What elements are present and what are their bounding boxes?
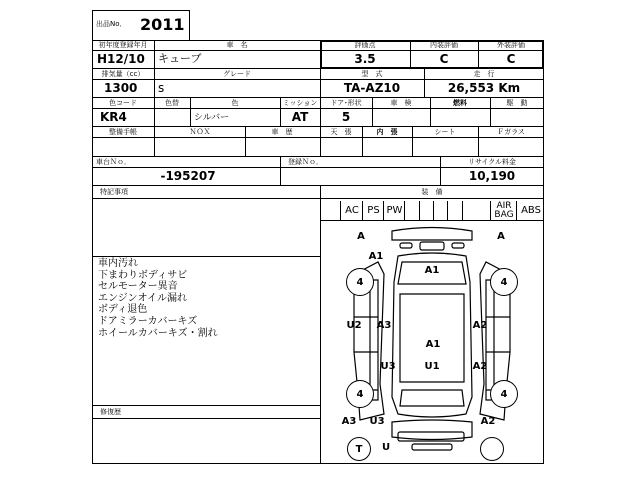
remark-item: 下まわりボディサビ bbox=[98, 269, 188, 281]
color-code-value: KR4 bbox=[100, 110, 127, 124]
equipment-ac bbox=[340, 201, 363, 220]
rule-v bbox=[280, 156, 281, 185]
tire-rear-right-value: 4 bbox=[500, 388, 508, 400]
equipment-abs bbox=[516, 201, 545, 220]
rear-right-circle bbox=[480, 437, 504, 461]
remarks-header: 特記事項 bbox=[100, 188, 128, 196]
front-glass-label: Ｆガラス bbox=[497, 128, 525, 136]
rule-v bbox=[372, 97, 373, 126]
tire-front-right bbox=[490, 268, 518, 296]
rule-v bbox=[320, 97, 321, 126]
lot-number-value: 2011 bbox=[140, 15, 185, 34]
color-change-label: 色替 bbox=[165, 99, 179, 107]
first-reg-value: H12/10 bbox=[97, 52, 145, 66]
rule-repairs-top bbox=[92, 405, 320, 406]
equipment-airbag-line1: AIR bbox=[496, 201, 512, 211]
mission-value: AT bbox=[291, 110, 309, 124]
recycle-value: 10,190 bbox=[468, 169, 516, 183]
interior-cloth-label: 内 張 bbox=[376, 128, 398, 136]
equipment-ps-label: PS bbox=[367, 205, 380, 216]
damage-back: U bbox=[381, 442, 391, 453]
damage-front-right: A bbox=[497, 231, 505, 242]
seat-label: シート bbox=[434, 128, 456, 136]
rule-repairs-sub bbox=[92, 418, 320, 419]
equipment-airbag bbox=[490, 201, 517, 221]
rule-v bbox=[154, 68, 155, 97]
rule-row4-mid bbox=[92, 137, 544, 138]
chassis-label: 車台Ｎｏ． bbox=[96, 158, 131, 166]
fuel-label: 燃料 bbox=[453, 99, 467, 107]
remark-item: エンジンオイル漏れ bbox=[98, 292, 187, 304]
drive-label: 駆 動 bbox=[506, 99, 528, 107]
tire-front-right-value: 4 bbox=[500, 276, 508, 288]
spare-tire bbox=[347, 437, 371, 461]
mission-label: ミッション bbox=[282, 99, 318, 107]
equipment-blank bbox=[462, 201, 491, 220]
equipment-header: 装 備 bbox=[421, 188, 443, 196]
equipment-pw-label: PW bbox=[386, 205, 403, 216]
damage-right-front-door: A2 bbox=[472, 320, 488, 331]
damage-roof: A1 bbox=[425, 339, 441, 350]
rule-row2-mid bbox=[92, 79, 544, 80]
rule-section-header bbox=[92, 198, 544, 199]
history-label: 車 歴 bbox=[271, 128, 293, 136]
mileage-value: 26,553 Km bbox=[447, 81, 521, 95]
damage-rear-left: A3 bbox=[341, 416, 357, 427]
rule-v bbox=[154, 126, 155, 156]
rule-row5-bottom bbox=[92, 185, 544, 186]
car-name-label: 車 名 bbox=[226, 41, 248, 49]
tire-rear-left-value: 4 bbox=[356, 388, 364, 400]
recycle-label: リサイクル料金 bbox=[467, 158, 517, 166]
doors-value: 5 bbox=[341, 110, 351, 124]
grade-label: グレード bbox=[223, 70, 251, 78]
color-code-label: 色コード bbox=[109, 99, 137, 107]
damage-left-front-side: U2 bbox=[346, 320, 362, 331]
score-value: 3.5 bbox=[354, 52, 376, 66]
remark-item: セルモーター異音 bbox=[98, 281, 178, 293]
rule-row2-bottom bbox=[92, 97, 544, 98]
lot-number-label: 出品No． bbox=[96, 20, 127, 28]
equipment-ac-label: AC bbox=[345, 205, 359, 216]
rule-v bbox=[412, 126, 413, 156]
tire-rear-right bbox=[490, 380, 518, 408]
rule-v bbox=[430, 97, 431, 126]
equipment-blank bbox=[433, 201, 448, 220]
tire-rear-left bbox=[346, 380, 374, 408]
remarks-list bbox=[98, 258, 218, 339]
damage-rear-center: U3 bbox=[369, 416, 385, 427]
remark-item: ドアミラーカバーキズ bbox=[98, 315, 198, 327]
remark-item: 車内汚れ bbox=[98, 258, 138, 269]
color-value: シルバー bbox=[194, 113, 230, 123]
spare-tire-value: T bbox=[355, 443, 363, 455]
displacement-value: 1300 bbox=[104, 81, 138, 95]
reg-no-label: 登録Ｎｏ． bbox=[288, 158, 323, 166]
damage-left-rear-door: U3 bbox=[380, 361, 396, 372]
score-label: 評価点 bbox=[354, 41, 376, 49]
equipment-blank bbox=[447, 201, 463, 220]
rule-v bbox=[478, 126, 479, 156]
rule-v bbox=[362, 126, 363, 156]
equipment-airbag-line2: BAG bbox=[494, 210, 514, 220]
inspection-label: 車 検 bbox=[390, 99, 412, 107]
model-value: TA-AZ10 bbox=[343, 81, 401, 95]
color-label: 色 bbox=[231, 99, 239, 107]
rule-v bbox=[490, 97, 491, 126]
damage-left-front-door: A3 bbox=[376, 320, 392, 331]
rule-v bbox=[320, 68, 321, 97]
first-reg-label: 初年度登録年月 bbox=[98, 41, 148, 49]
remark-item: ホイールカバーキズ・割れ bbox=[98, 327, 218, 339]
interior-score-label: 内装評価 bbox=[430, 41, 458, 49]
equipment-pw bbox=[383, 201, 405, 220]
equipment-blank bbox=[419, 201, 434, 220]
damage-rear-right: A2 bbox=[480, 416, 496, 427]
rule-row3-mid bbox=[92, 108, 544, 109]
exterior-score-label: 外装評価 bbox=[497, 41, 525, 49]
interior-score-value: C bbox=[439, 52, 449, 66]
car-name-value: キューブ bbox=[158, 52, 202, 65]
rule-v bbox=[154, 40, 155, 68]
model-label: 型 式 bbox=[361, 70, 383, 78]
rule-v bbox=[424, 68, 425, 97]
manual-label: 整備手帳 bbox=[109, 128, 137, 136]
remark-item: ボディ退色 bbox=[98, 304, 148, 316]
grade-value: s bbox=[158, 81, 165, 95]
nox-label: ＮＯＸ bbox=[189, 128, 211, 136]
mileage-label: 走 行 bbox=[473, 70, 495, 78]
equipment-blank bbox=[404, 201, 420, 220]
rule-v bbox=[440, 156, 441, 185]
damage-left-fender: A1 bbox=[368, 251, 384, 262]
exterior-score-value: C bbox=[506, 52, 516, 66]
rule-v bbox=[154, 97, 155, 126]
rule-row3-bottom bbox=[92, 126, 544, 127]
repairs-header: 修復歴 bbox=[100, 408, 121, 416]
tire-front-left bbox=[346, 268, 374, 296]
equipment-abs-label: ABS bbox=[521, 205, 541, 216]
tire-front-left-value: 4 bbox=[356, 276, 364, 288]
chassis-value: -195207 bbox=[160, 169, 216, 183]
damage-right-rear-door: A2 bbox=[472, 361, 488, 372]
equipment-ps bbox=[362, 201, 384, 220]
displacement-label: 排気量（cc） bbox=[101, 70, 145, 78]
sunroof-label: 天 張 bbox=[330, 128, 352, 136]
rule-v bbox=[280, 97, 281, 126]
damage-front-left: A bbox=[357, 231, 365, 242]
damage-bonnet: A1 bbox=[424, 265, 440, 276]
rule-row5-mid bbox=[92, 167, 544, 168]
rule-v bbox=[245, 126, 246, 156]
rule-v bbox=[320, 126, 321, 156]
rule-v bbox=[190, 97, 191, 126]
rule-remarks-top bbox=[92, 256, 320, 257]
rule-row4-bottom bbox=[92, 156, 544, 157]
damage-center-rear: U1 bbox=[424, 361, 440, 372]
doors-label: ドア･形状 bbox=[330, 99, 362, 107]
